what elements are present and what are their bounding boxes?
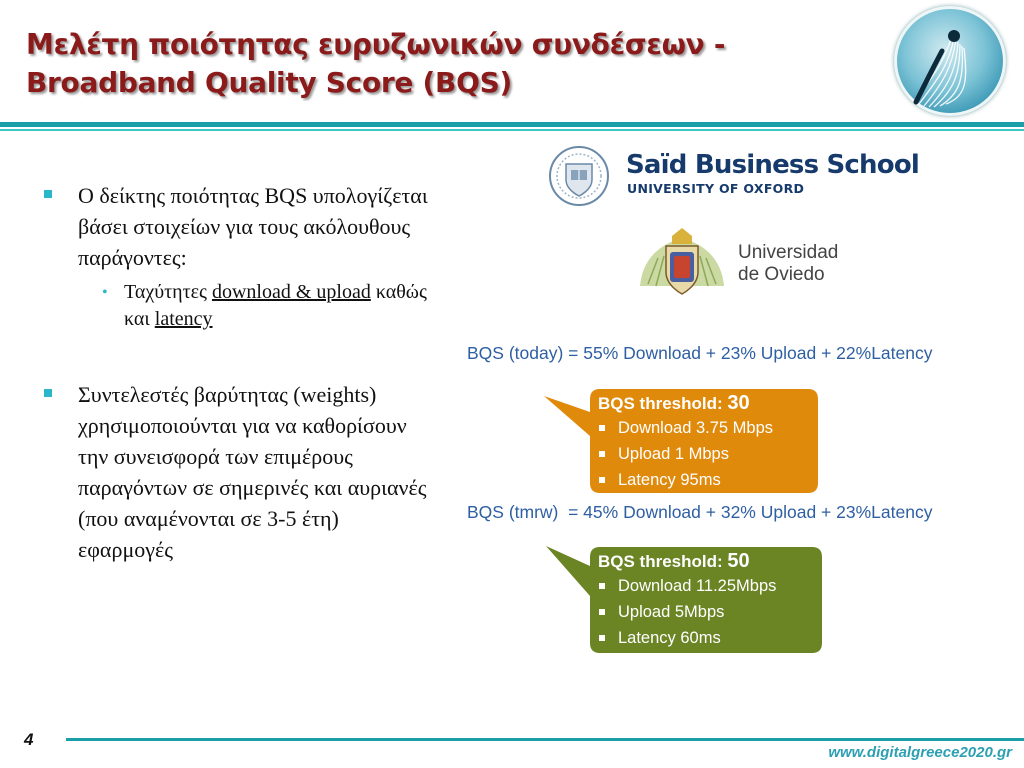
bullet-item-bqs xyxy=(44,180,429,273)
oxford-crest-icon xyxy=(548,140,612,212)
threshold-callout-tmrw xyxy=(544,544,824,656)
callout-today-item-download: Download 3.75 Mbps xyxy=(598,415,773,441)
threshold-value: 50 xyxy=(727,550,750,572)
bullet-text: Συντελεστές βαρύτητας (weights) χρησιμοποιούνται για να καθορίσουν την συνεισφορά των επιμέρους παραγόντων σε σημερινές και αυριανές (που αναμένονται σε 3-5 έτη) εφαρμογές xyxy=(78,382,427,562)
sub-bullet-text-2: καθώς και xyxy=(124,281,427,330)
footer-divider xyxy=(66,738,1024,741)
sub-bullet-item xyxy=(44,279,429,333)
digital-greece-logo-icon xyxy=(894,6,1006,116)
universidad-oviedo-logo xyxy=(634,224,854,304)
callout-tmrw-heading xyxy=(598,550,776,573)
said-business-school-logo xyxy=(548,140,919,212)
dot-bullet-icon: • xyxy=(102,284,108,301)
threshold-callout-today xyxy=(544,386,820,496)
oviedo-name-line-1: Universidad xyxy=(738,242,839,263)
title-line-2: Broadband Quality Score (BQS) xyxy=(26,66,512,99)
spacer xyxy=(44,333,429,379)
footer-url: www.digitalgreece2020.gr xyxy=(828,744,1012,761)
callout-today-content xyxy=(598,392,773,493)
oviedo-crest-icon xyxy=(634,224,730,300)
threshold-label: BQS threshold: xyxy=(598,394,728,413)
callout-today-item-upload: Upload 1 Mbps xyxy=(598,441,773,467)
square-bullet-icon xyxy=(44,190,52,198)
bullet-item-weights xyxy=(44,379,429,565)
square-bullet-icon xyxy=(44,389,52,397)
threshold-value: 30 xyxy=(727,392,750,414)
callout-today-item-latency: Latency 95ms xyxy=(598,467,773,493)
sbs-name: Saïd Business School xyxy=(626,150,919,180)
callout-tmrw-item-latency: Latency 60ms xyxy=(598,625,776,651)
oviedo-name xyxy=(738,242,838,286)
callout-tmrw-item-download: Download 11.25Mbps xyxy=(598,573,776,599)
page-number: 4 xyxy=(24,730,34,749)
sbs-subtitle: UNIVERSITY OF OXFORD xyxy=(627,181,805,196)
header-divider xyxy=(0,122,1024,127)
title-line-1: Μελέτη ποιότητας ευρυζωνικών συνδέσεων - xyxy=(26,28,726,61)
bullet-text: Ο δείκτης ποιότητας BQS υπολογίζεται βάσει στοιχείων για τους ακόλουθους παράγοντες: xyxy=(78,183,428,270)
header-divider-thin xyxy=(0,129,1024,131)
bullet-list xyxy=(44,180,429,565)
bqs-today-formula: BQS (today) = 55% Download + 23% Upload + 22%Latency xyxy=(467,343,933,363)
oviedo-name-line-2: de Oviedo xyxy=(738,264,825,285)
callout-tmrw-item-upload: Upload 5Mbps xyxy=(598,599,776,625)
bqs-tmrw-formula: BQS (tmrw) = 45% Download + 32% Upload + 23%Latency xyxy=(467,502,933,522)
sub-bullet-link-latency: latency xyxy=(154,308,213,330)
callout-today-heading xyxy=(598,392,773,415)
slide-title xyxy=(26,26,866,102)
callout-tmrw-content xyxy=(598,550,776,651)
sub-bullet-link-download-upload: download & upload xyxy=(211,281,371,303)
threshold-label: BQS threshold: xyxy=(598,552,728,571)
sub-bullet-text-1: Ταχύτητες xyxy=(124,281,212,303)
